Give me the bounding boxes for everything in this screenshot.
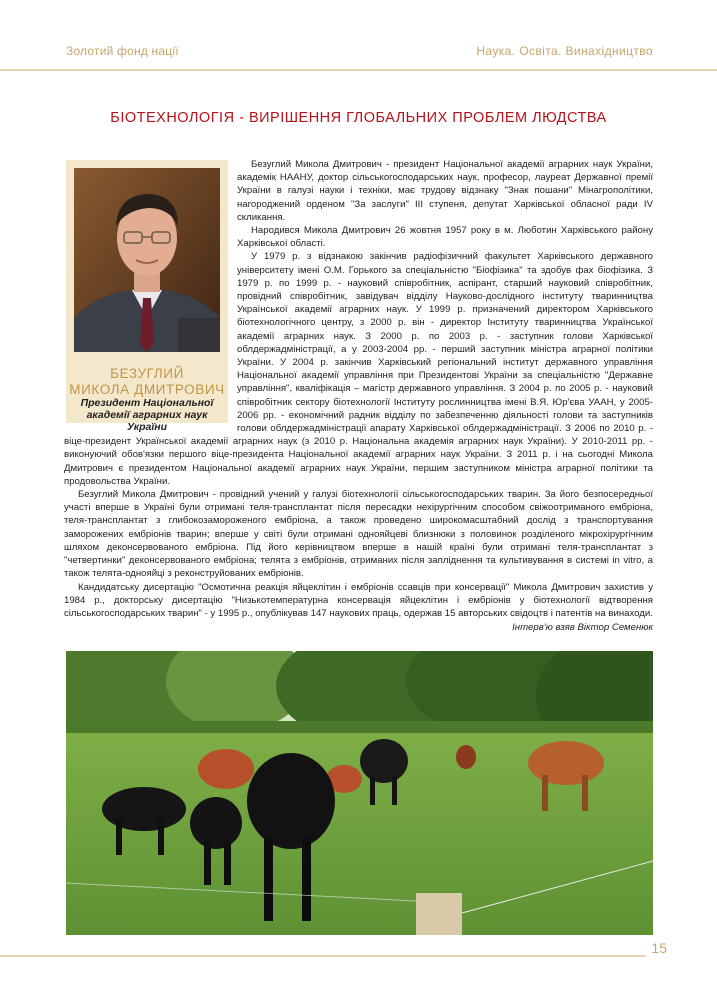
paragraph-career: У 1979 р. з відзнакою закінчив радіофізичний факультет Харківського державного університету імені О.М. Горького за спеціальністю "Біофізика" та здобув фах біофізика. З 1979 р. по 1999 р. - науковий співробітник, аспірант, старший науковий співробітник, провідний співробітник, завідувач відділу Науково-дослідного інституту тваринництва Української академії аграрних наук. У 1999 р. призначений директором Харківського біотехнологічного центру, з 2000 р. він - директор Інституту тваринництва Української академії аграрних наук. З 2000 р. по 2003 р. - заступник голови Харківської облдержадміністрації, а у 2003-2004 рр. - перший заступник міністра аграрної політики України. У 2004 р. закінчив Харківський регіональний інститут державного управління Національної академії управління при Президентові України за спеціальністю "Державне управління", кваліфікація – магістр державного управління. З 2004 р. по 2005 р. - науковий співробітник сектору біотехнології Інституту рослинництва імені В.Я. Юр'єва УААН, у 2005-2006 рр. - економічний радник відділу по забезпеченню діяльності голови та заступників голови облдержадміністрації апарату Харківської облдержадміністрації. З 2006 по 2010 р. - віце-президент Української академії аграрних наук (з 2010 р. Національна академія аграрних наук України). У 2010-2011 рр. - виконуючий обов'язки першого віце-президента Національної академії аграрних наук України. З 2011 р. і на сьогодні Микола Дмитрович є президентом Національної академії аграрних наук України, першим заступником міністра аграрної політики та продовольства України. <box>64 251 653 487</box>
portrait-surname: БЕЗУГЛИЙ <box>110 366 184 381</box>
byline: Інтерв'ю взяв Віктор Семенюк <box>512 622 653 634</box>
page-number: 15 <box>651 940 667 956</box>
paragraph-intro: Безуглий Микола Дмитрович - президент Національної академії аграрних наук України, академік НААНУ, доктор сільськогосподарських наук, професор, лауреат Державної премії України в галузі науки і техніки, має трудову відзнаку "Знак пошани" Мінагрополітики, нагороджений орденом "За заслуги" ІІІ ступеня, депутат Харківської обласної ради IV скликання. <box>237 159 653 223</box>
cattle-illustration <box>66 651 653 935</box>
running-head <box>0 0 717 72</box>
paragraph-birth: Народився Микола Дмитрович 26 жовтня 1957 року в м. Люботин Харківського району Харківської області. <box>237 225 653 250</box>
footer-rule <box>0 955 646 957</box>
cattle-herd-photo <box>66 651 653 935</box>
paragraph-dissertations: Кандидатську дисертацію "Осмотична реакція яйцеклітин і ембріонів ссавців при консервації" Микола Дмитрович захистив у 1984 р., докторську дисертацію "Низькотемпературна консервація яйцеклітин і ембріонів у біотехнології відтворення сільськогосподарських тварин" - у 1995 р., опублікував 147 наукових праць, одержав 15 авторських свідоцтв і патентів на винаходи. <box>64 581 653 619</box>
portrait-role: Президент Національної академії аграрних наук України <box>80 397 214 433</box>
header-rule <box>0 69 717 71</box>
header-section-left: Золотий фонд нації <box>66 44 179 58</box>
paragraph-research: Безуглий Микола Дмитрович - провідний учений у галузі біотехнології сільськогосподарських тварин. За його безпосередньої участі вперше в Україні були отримані теля-трансплантат після пересадки нехірургічним способом свіжоотриманого ембріона, теля-трансплантат з глибокозамороженого ембріона, а також проведено широкомасштабний дослід з транспортування заморожених ембріонів тварин; вперше у світі були отримані однояйцеві близнюки з половинок розділеного мікрохірургічним шляхом деконсервованого ембріона. Під його керівництвом вперше в нашій країні були отримані теля-трансплантат з "четвертинки" деконсервованого ембріона; телята з ембріонів, отриманих після запліднення та культивування в системі in vitro, а також телята-однояйці з реконструйованих ембріонів. <box>64 489 653 580</box>
header-section-right: Наука. Освіта. Винахідництво <box>476 44 653 58</box>
article-title: БІОТЕХНОЛОГІЯ - ВИРІШЕННЯ ГЛОБАЛЬНИХ ПРОБЛЕМ ЛЮДСТВА <box>110 110 607 126</box>
article-body <box>64 158 653 634</box>
portrait-float-spacer <box>64 158 237 428</box>
portrait-given-names: МИКОЛА ДМИТРОВИЧ <box>69 382 225 397</box>
